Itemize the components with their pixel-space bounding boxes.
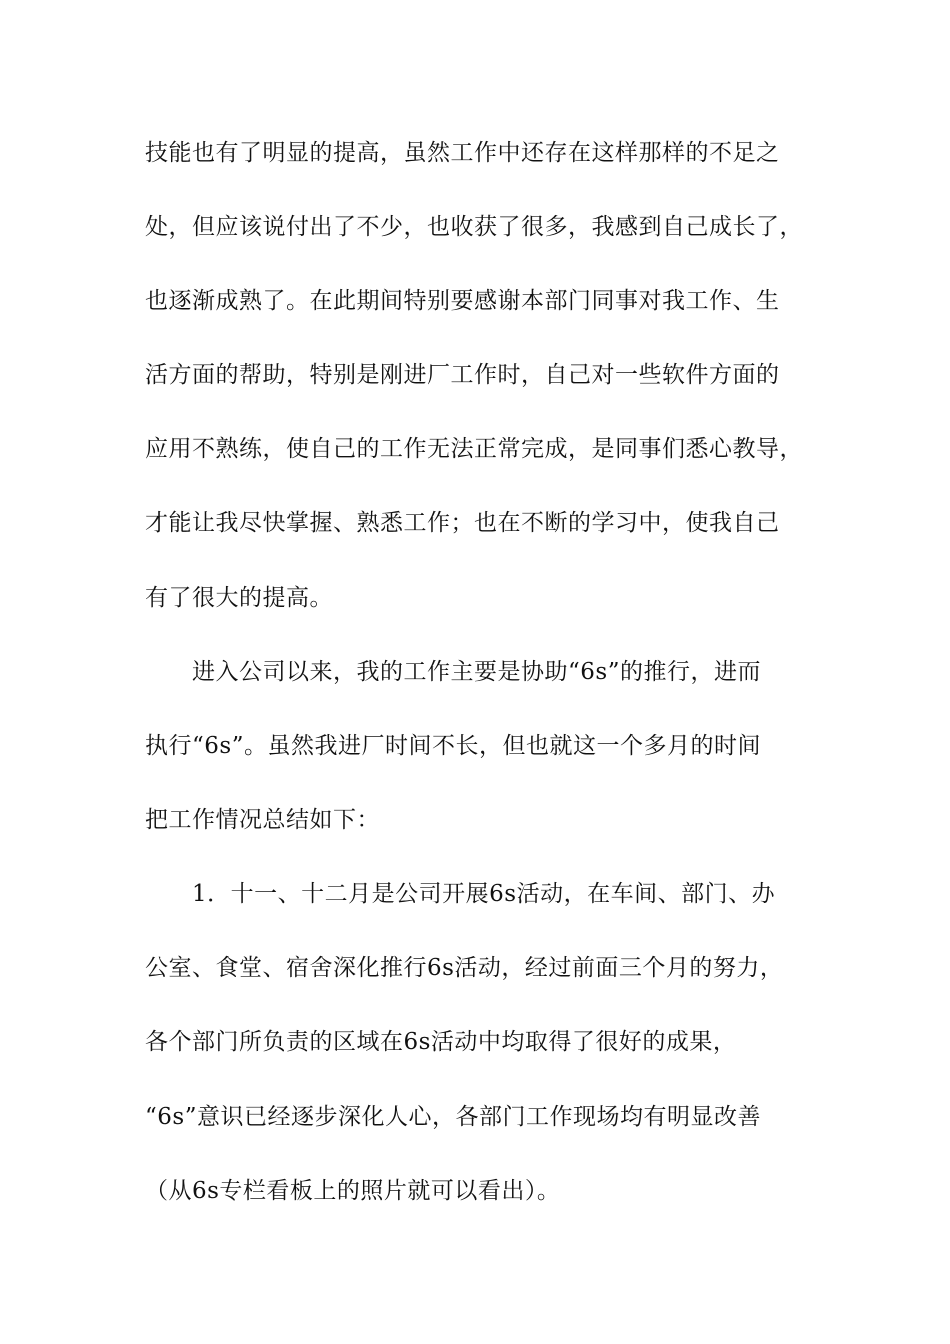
text-line: 处，但应该说付出了不少，也收获了很多，我感到自己成长了，	[145, 214, 803, 240]
text-line: 活方面的帮助，特别是刚进厂工作时，自己对一些软件方面的	[145, 362, 780, 388]
text-line: 也逐渐成熟了。在此期间特别要感谢本部门同事对我工作、生	[145, 288, 780, 314]
text-line: （从6s专栏看板上的照片就可以看出）。	[145, 1178, 561, 1204]
text-line-paragraph-start: 进入公司以来，我的工作主要是协助“6s”的推行，进而	[192, 659, 761, 685]
text-line: 公室、食堂、宿舍深化推行6s活动，经过前面三个月的努力，	[145, 955, 784, 981]
text-line: 有了很大的提高。	[145, 585, 333, 611]
text-line: 技能也有了明显的提高，虽然工作中还存在这样那样的不足之	[145, 140, 780, 166]
text-line: “6s”意识已经逐步深化人心，各部门工作现场均有明显改善	[145, 1104, 761, 1130]
text-line: 把工作情况总结如下：	[145, 807, 380, 833]
text-line: 应用不熟练，使自己的工作无法正常完成，是同事们悉心教导，	[145, 436, 803, 462]
text-line: 执行“6s”。虽然我进厂时间不长，但也就这一个多月的时间	[145, 733, 761, 759]
text-line: 才能让我尽快掌握、熟悉工作；也在不断的学习中，使我自己	[145, 510, 780, 536]
text-line-paragraph-start: 1．十一、十二月是公司开展6s活动，在车间、部门、办	[192, 881, 776, 907]
text-line: 各个部门所负责的区域在6s活动中均取得了很好的成果，	[145, 1029, 737, 1055]
